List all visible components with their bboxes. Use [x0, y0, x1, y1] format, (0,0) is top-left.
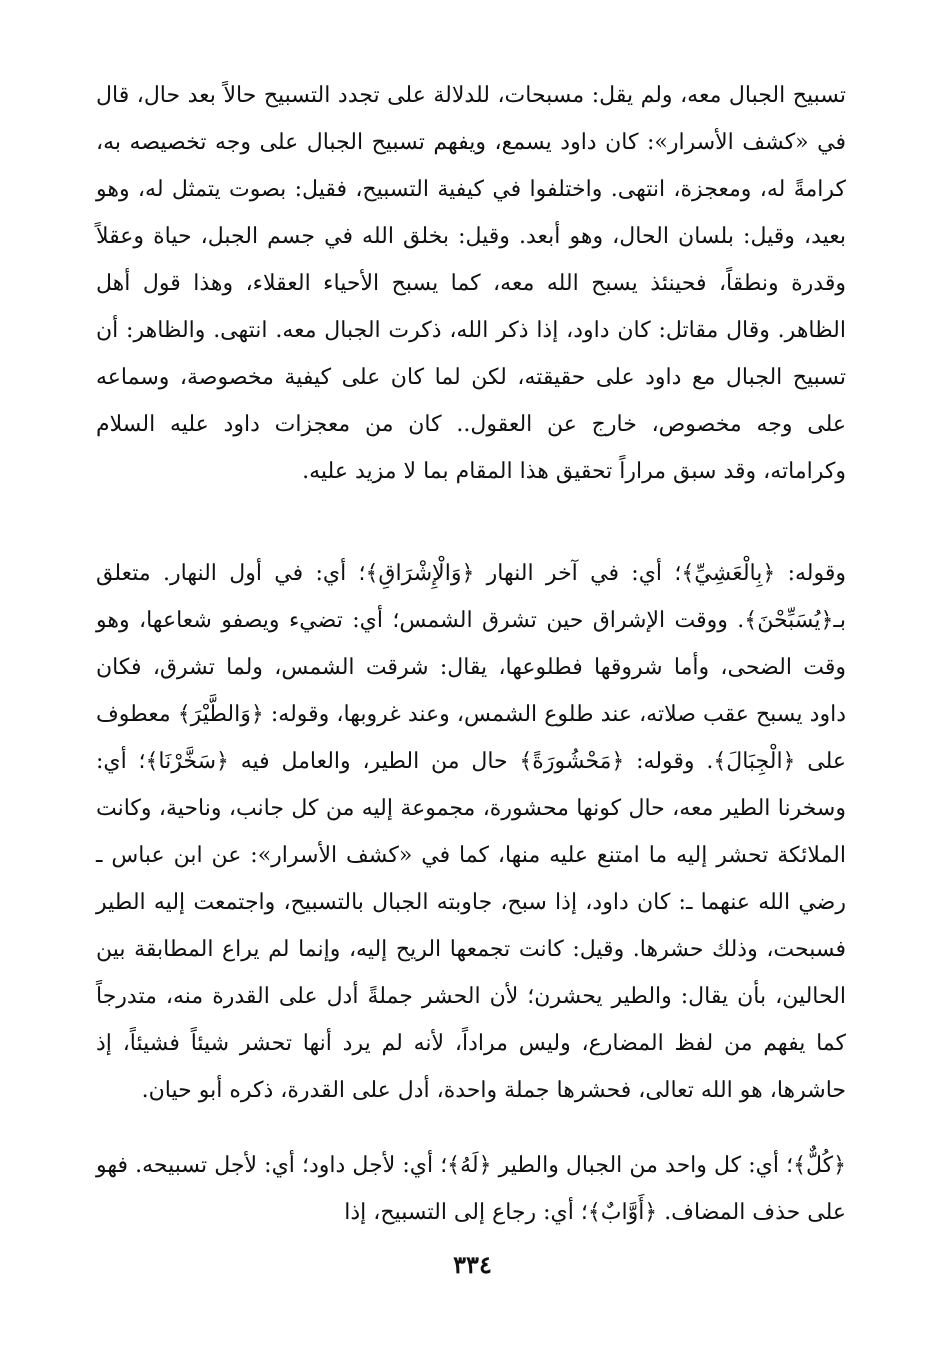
paragraph-1: تسبيح الجبال معه، ولم يقل: مسبحات، للدلالة على تجدد التسبيح حالاً بعد حال، قال في «كشف الأسرار»: كان داود يسمع، ويفهم تسبيح الجبال على وجه تخصيصه به، كرامةً له، ومعجزة، انتهى. واختلفوا في كيفية التسبيح، فقيل: بصوت يتمثل له، وهو بعيد، وقيل: بلسان الحال، وهو أبعد. وقيل: بخلق الله في جسم الجبل، حياة وعقلاً وقدرة ونطقاً، فحينئذ يسبح الله معه، كما يسبح الأحياء العقلاء، وهذا قول أهل الظاهر. وقال مقاتل: كان داود، إذا ذكر الله، ذكرت الجبال معه. انتهى. والظاهر: أن تسبيح الجبال مع داود على حقيقته، لكن لما كان على كيفية مخصوصة، وسماعه على وجه مخصوص، خارج عن العقول.. كان من معجزات داود عليه السلام وكراماته، وقد سبق مراراً تحقيق هذا المقام بما لا مزيد عليه. — [96, 83, 846, 484]
page-number: ٣٣٤ — [453, 1250, 492, 1279]
paragraph-3: ﴿كُلٌّ﴾؛ أي: كل واحد من الجبال والطير ﴿لَهُ﴾؛ أي: لأجل داود؛ أي: لأجل تسبيحه. فهو على حذف المضاف. ﴿أَوَّابٌ﴾؛ أي: رجاع إلى التسبيح، إذا — [96, 1153, 846, 1225]
paragraph-2: وقوله: ﴿بِالْعَشِيِّ﴾؛ أي: في آخر النهار ﴿وَالْإِشْرَاقِ﴾؛ أي: في أول النهار. متعلق بـ﴿يُسَبِّحْنَ﴾. ووقت الإشراق حين تشرق الشمس؛ أي: تضيء ويصفو شعاعها، وهو وقت الضحى، وأما شروقها فطلوعها، يقال: شرقت الشمس، ولما تشرق، فكان داود يسبح عقب صلاته، عند طلوع الشمس، وعند غروبها، وقوله: ﴿وَالطَّيْرَ﴾ معطوف على ﴿الْجِبَالَ﴾. وقوله: ﴿مَحْشُورَةً﴾ حال من الطير، والعامل فيه ﴿سَخَّرْنَا﴾؛ أي: وسخرنا الطير معه، حال كونها محشورة، مجموعة إليه من كل جانب، وناحية، وكانت الملائكة تحشر إليه ما امتنع عليه منها، كما في «كشف الأسرار»: عن ابن عباس ـ رضي الله عنهما ـ: كان داود، إذا سبح، جاوبته الجبال بالتسبيح، واجتمعت إليه الطير فسبحت، وذلك حشرها. وقيل: كانت تجمعها الريح إليه، وإنما لم يراع المطابقة بين الحالين، بأن يقال: والطير يحشرن؛ لأن الحشر جملةً أدل على القدرة منه، متدرجاً كما يفهم من لفظ المضارع، وليس مراداً، لأنه لم يرد أنها تحشر شيئاً فشيئاً، إذ حاشرها، هو الله تعالى، فحشرها جملة واحدة، أدل على القدرة، ذكره أبو حيان. — [96, 561, 846, 1103]
